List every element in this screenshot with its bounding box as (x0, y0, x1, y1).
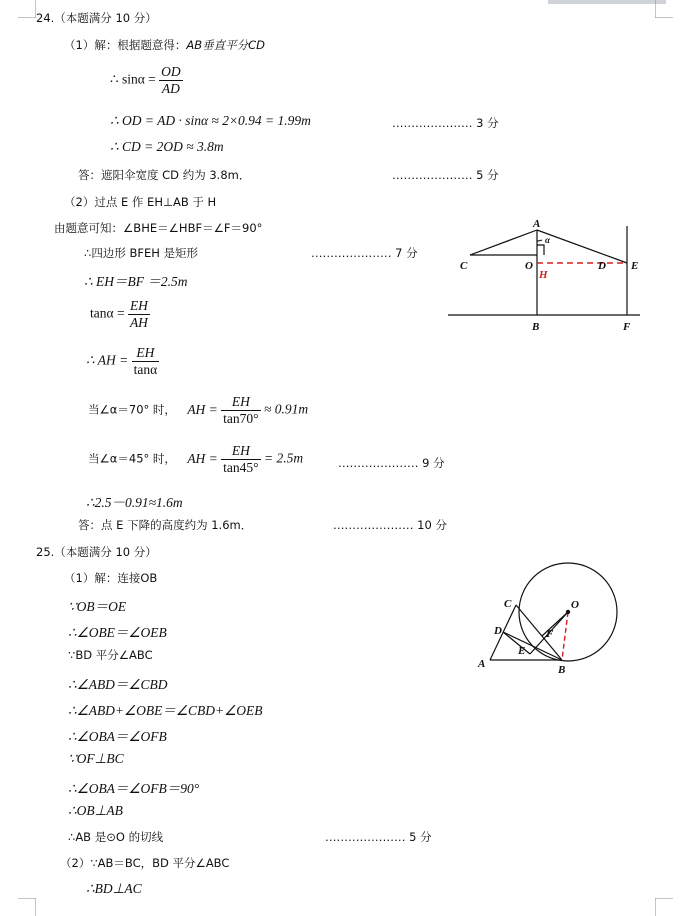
q24-difference: ∴2.5－0.91≈1.6m (86, 495, 183, 510)
q24-ah-num: EH (136, 345, 155, 360)
segment-ac (470, 230, 537, 255)
crop-mark-bottom-left (18, 898, 36, 916)
segment-ob-dashed (562, 612, 568, 660)
q24-sin-den: AD (159, 80, 183, 97)
label-f: F (623, 321, 631, 333)
q24-case70-result: ≈ 0.91m (263, 401, 309, 417)
q24-score-5: ………………… 5 分 (392, 168, 499, 182)
label-a: A (533, 218, 541, 230)
window-edge-bar (548, 0, 666, 4)
q25-line-12: （2）∵AB＝BC，BD 平分∠ABC (60, 856, 230, 870)
q24-case70-lhs: AH = (187, 401, 218, 417)
q24-case45-prefix: 当∠α＝45° 时， (88, 451, 176, 466)
q24-rectangle: ∴四边形 BFEH 是矩形 (84, 246, 199, 260)
right-angle-o (537, 245, 544, 255)
q25-line-3: ∴∠OBE＝∠OEB (68, 625, 167, 640)
label-o: O (525, 260, 533, 272)
label-b: B (532, 321, 540, 333)
label-a: A (478, 658, 486, 670)
q24-sin-equation (110, 64, 183, 97)
crop-mark-top-right (655, 0, 673, 18)
q24-sin-lhs: ∴ sinα = (110, 71, 156, 87)
q24-figure (440, 218, 650, 338)
crop-mark-bottom-right (655, 898, 673, 916)
q25-line-8: ∵OF⊥BC (68, 751, 124, 766)
q24-ah-lhs: ∴ AH = (86, 352, 129, 368)
crop-mark-top-left (18, 0, 36, 18)
q24-case45-lhs: AH = (187, 450, 218, 466)
q24-score-9: ………………… 9 分 (338, 456, 445, 470)
q25-score-5: ………………… 5 分 (325, 830, 432, 844)
q24-part1-intro-text: （1）解：根据题意得： (64, 38, 187, 52)
q24-case70-den: tan70° (223, 411, 259, 426)
q24-score-3: ………………… 3 分 (392, 116, 499, 130)
q24-tan-lhs: tanα = (90, 305, 125, 321)
q24-case70-num: EH (231, 394, 250, 409)
center-dot-o (566, 610, 570, 614)
q24-part1-intro-math: AB垂直平分CD (186, 38, 265, 52)
q24-ah-den: tanα (133, 362, 158, 377)
q25-line-11: ∴AB 是⊙O 的切线 (68, 830, 164, 844)
q24-tan-den: AH (129, 315, 148, 330)
q24-cd-line: ∴ CD = 2OD ≈ 3.8m (110, 139, 224, 154)
q25-figure (470, 555, 630, 680)
q24-tan-num: EH (129, 298, 148, 313)
q25-line-2: ∵OB＝OE (68, 599, 127, 614)
label-b: B (558, 664, 566, 676)
q24-case45-num: EH (231, 443, 250, 458)
q24-part2-intro: （2）过点 E 作 EH⊥AB 于 H (64, 195, 217, 209)
q24-case-70 (88, 394, 308, 427)
q24-case-45 (88, 443, 303, 476)
q25-title: 25.（本题满分 10 分） (36, 545, 157, 559)
q24-od-line: ∴ OD = AD · sinα ≈ 2×0.94 = 1.99m (110, 113, 311, 128)
label-d: D (598, 260, 606, 272)
label-f: F (546, 628, 554, 640)
label-alpha: α (545, 235, 550, 245)
label-o: O (571, 599, 579, 611)
segment-ae (537, 230, 627, 263)
q24-case45-den: tan45° (223, 460, 259, 475)
label-e: E (518, 645, 526, 657)
label-c: C (504, 598, 512, 610)
q25-line-10: ∴OB⊥AB (68, 803, 123, 818)
angle-alpha-arc (537, 240, 542, 241)
q24-part1-intro (64, 37, 265, 53)
q24-case45-result: = 2.5m (263, 450, 304, 466)
q24-answer-1: 答：遮阳伞宽度 CD 约为 3.8m． (78, 168, 251, 182)
q24-sin-num: OD (161, 64, 181, 79)
q24-score-10: ………………… 10 分 (333, 518, 447, 532)
q24-title: 24.（本题满分 10 分） (36, 11, 157, 25)
q25-line-6: ∴∠ABD+∠OBE＝∠CBD+∠OEB (68, 703, 263, 718)
q24-ah-equation (86, 345, 159, 378)
q25-line-4: ∵BD 平分∠ABC (68, 648, 153, 662)
q25-line-7: ∴∠OBA＝∠OFB (68, 729, 167, 744)
label-d: D (494, 625, 502, 637)
label-c: C (460, 260, 468, 272)
q24-tan-equation (90, 298, 150, 331)
q25-line-5: ∴∠ABD＝∠CBD (68, 677, 168, 692)
label-e: E (631, 260, 639, 272)
q24-score-7: ………………… 7 分 (311, 246, 418, 260)
q24-given: 由题意可知：∠BHE＝∠HBF＝∠F＝90° (54, 221, 263, 235)
q25-line-13: ∴BD⊥AC (86, 881, 142, 896)
q25-line-9: ∴∠OBA＝∠OFB＝90° (68, 781, 200, 796)
q24-eh-line: ∴ EH＝BF ＝2.5m (84, 274, 188, 289)
q25-line-1: （1）解：连接OB (64, 571, 158, 585)
q24-case70-prefix: 当∠α＝70° 时， (88, 402, 176, 417)
q24-answer-2: 答：点 E 下降的高度约为 1.6m． (78, 518, 253, 532)
label-h: H (539, 269, 548, 281)
